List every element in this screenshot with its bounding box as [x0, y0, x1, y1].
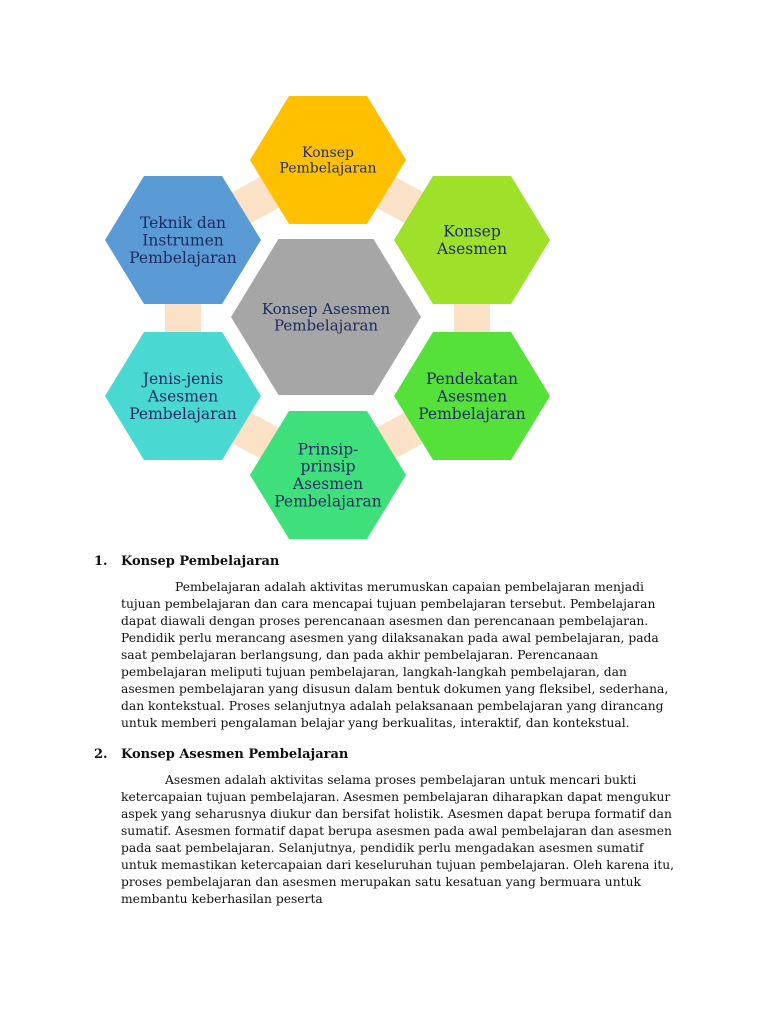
hexagon-label: Pembelajaran: [129, 248, 237, 267]
hexagon-label: Asesmen: [436, 240, 508, 259]
hexagon-label: Pembelajaran: [274, 492, 382, 511]
hexagon-label: Jenis-jenis: [142, 370, 224, 389]
hexagon-label: Pembelajaran: [129, 404, 237, 423]
section-title: Konsep Pembelajaran: [121, 554, 280, 569]
section-number: 2.: [94, 747, 108, 762]
section-number: 1.: [94, 554, 108, 569]
section-title: Konsep Asesmen Pembelajaran: [121, 747, 349, 762]
section-heading: [94, 553, 679, 571]
hexagon-label: Konsep: [443, 222, 501, 241]
hexagon-label: Konsep: [302, 145, 354, 162]
hexagon-label: Asesmen: [436, 387, 508, 406]
hexagon-label: Konsep Asesmen: [261, 299, 391, 318]
hexagon-label: Asesmen: [147, 387, 219, 406]
hexagon-label: Asesmen: [292, 475, 364, 494]
section-paragraph: Asesmen adalah aktivitas selama proses pembelajaran untuk mencari bukti ketercapaian tujuan pembelajaran. Asesmen pembelajaran diharapkan dapat mengukur aspek yang seharusnya diukur dan bersifat holistik. Asesmen dapat berupa formatif dan sumatif. Asesmen formatif dapat berupa asesmen pada awal pembelajaran dan asesmen pada saat pembelajaran. Selanjutnya, pendidik perlu mengadakan asesmen sumatif untuk memastikan ketercapaian dari keseluruhan tujuan pembelajaran. Oleh karena itu, proses pembelajaran dan asesmen merupakan satu kesatuan yang bermuara untuk membantu keberhasilan peserta: [121, 773, 675, 906]
hexagon-label: prinsip: [300, 457, 356, 476]
hexagon-label: Instrumen: [142, 231, 224, 250]
hexagon-label: Teknik dan: [139, 214, 227, 233]
hexagon-label: Pembelajaran: [279, 160, 377, 177]
section-paragraph: Pembelajaran adalah aktivitas merumuskan capaian pembelajaran menjadi tujuan pembelajaran dan cara mencapai tujuan pembelajaran tersebut. Pembelajaran dapat diawali dengan proses perencanaan asesmen dan perencanaan pembelajaran. Pendidik perlu merancang asesmen yang dilaksanakan pada awal pembelajaran, pada saat pembelajaran berlangsung, dan pada akhir pembelajaran. Perencanaan pembelajaran meliputi tujuan pembelajaran, langkah-langkah pembelajaran, dan asesmen pembelajaran yang disusun dalam bentuk dokumen yang fleksibel, sederhana, dan kontekstual. Proses selanjutnya adalah pelaksanaan pembelajaran yang dirancang untuk memberi pengalaman belajar yang berkualitas, interaktif, dan kontekstual.: [121, 580, 669, 730]
hexagon-label: Pembelajaran: [418, 404, 526, 423]
section-heading: [94, 746, 679, 764]
document-body: [94, 553, 679, 908]
hexagon-label: Pembelajaran: [273, 316, 379, 335]
section-konsep-asesmen-pembelajaran: [94, 746, 679, 908]
hexagon-label: Pendekatan: [425, 370, 519, 389]
hex-center-konsep-asesmen-pembelajaran: [231, 239, 421, 395]
section-konsep-pembelajaran: [94, 553, 679, 732]
hexagon-label: Prinsip-: [297, 440, 359, 459]
